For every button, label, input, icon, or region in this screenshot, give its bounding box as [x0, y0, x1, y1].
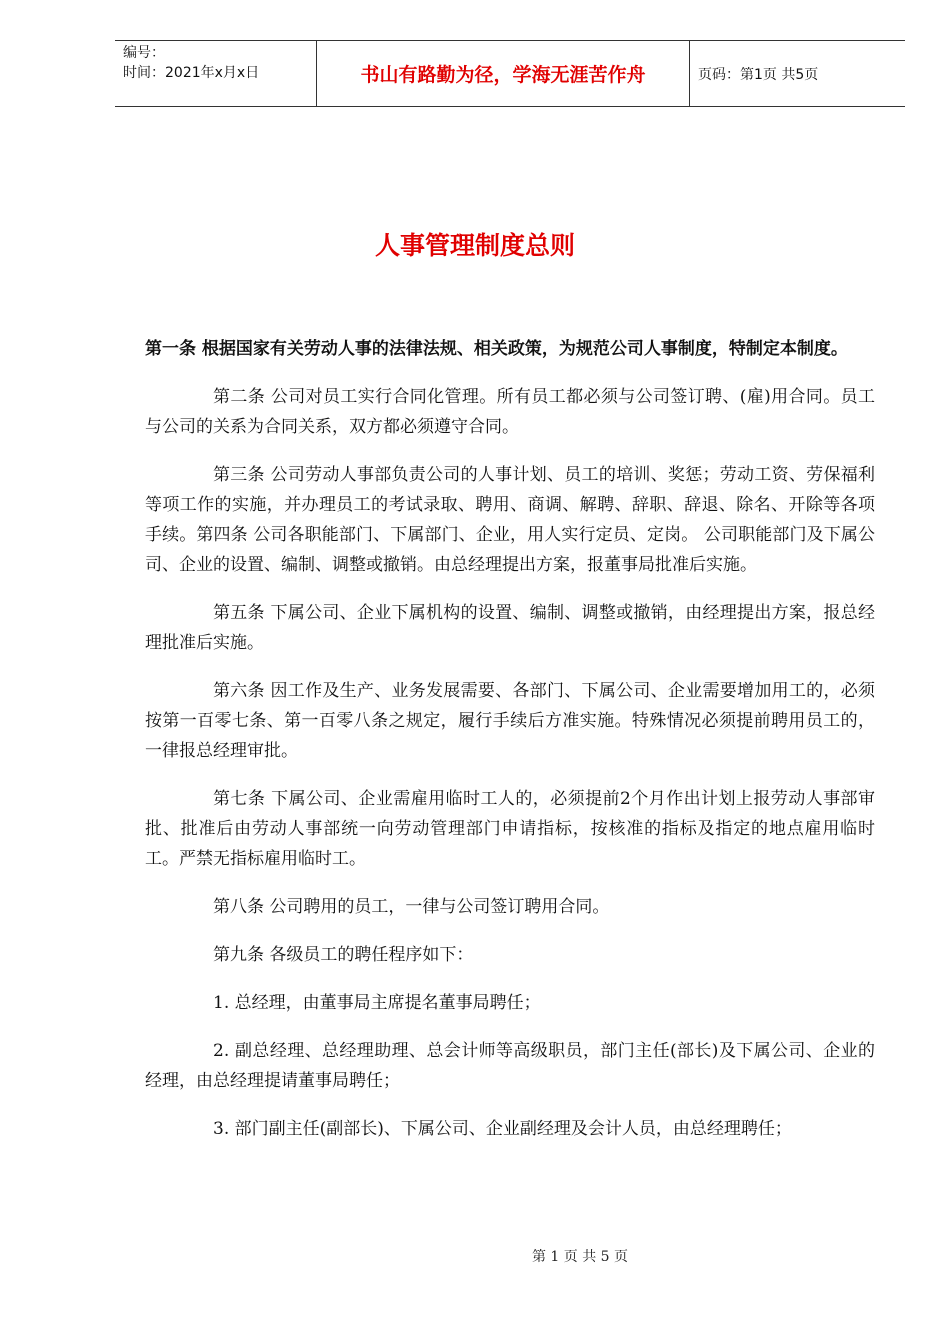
- article-1: 第一条 根据国家有关劳动人事的法律法规、相关政策，为规范公司人事制度，特制定本制度。: [145, 339, 848, 359]
- list-item-1: 1. 总经理，由董事局主席提名董事局聘任；: [213, 993, 541, 1013]
- document-header: [115, 40, 905, 107]
- article-7: 第七条 下属公司、企业需雇用临时工人的，必须提前2个月作出计划上报劳动人事部审批、批准后由劳动人事部统一向劳动管理部门申请指标，按核准的指标及指定的地点雇用临时工。严禁无指标雇用临时工。: [145, 789, 875, 869]
- article-5: 第五条 下属公司、企业下属机构的设置、编制、调整或撤销，由经理提出方案，报总经理批准后实施。: [145, 603, 875, 653]
- article-2: 第二条 公司对员工实行合同化管理。所有员工都必须与公司签订聘、(雇)用合同。员工与公司的关系为合同关系，双方都必须遵守合同。: [145, 387, 875, 437]
- article-3-4: 第三条 公司劳动人事部负责公司的人事计划、员工的培训、奖惩；劳动工资、劳保福利等项工作的实施，并办理员工的考试录取、聘用、商调、解聘、辞职、辞退、除名、开除等各项手续。第四条 公司各职能部门、下属部门、企业，用人实行定员、定岗。 公司职能部门及下属公司、企业的设置、编制、调整或撤销。由总经理提出方案，报董事局批准后实施。: [145, 465, 875, 575]
- number-label: 编号：: [123, 45, 165, 61]
- header-page-info: 页码：第1页 共5页: [698, 66, 819, 83]
- list-item-2: 2. 副总经理、总经理助理、总会计师等高级职员，部门主任(部长)及下属公司、企业的经理，由总经理提请董事局聘任；: [145, 1041, 875, 1091]
- article-8: 第八条 公司聘用的员工，一律与公司签订聘用合同。: [213, 897, 610, 917]
- header-meta-cell: [115, 41, 317, 106]
- page-footer: 第 1 页 共 5 页: [531, 1249, 629, 1265]
- document-title: 人事管理制度总则: [374, 231, 575, 260]
- header-motto: 书山有路勤为径，学海无涯苦作舟: [317, 41, 690, 106]
- article-9: 第九条 各级员工的聘任程序如下：: [213, 945, 474, 965]
- time-label: 时间：2021年x月x日: [123, 65, 260, 81]
- article-6: 第六条 因工作及生产、业务发展需要、各部门、下属公司、企业需要增加用工的，必须按第一百零七条、第一百零八条之规定，履行手续后方准实施。特殊情况必须提前聘用员工的，一律报总经理审批。: [145, 681, 875, 761]
- document-body: [145, 334, 875, 1162]
- list-item-3: 3. 部门副主任(副部长)、下属公司、企业副经理及会计人员，由总经理聘任；: [213, 1119, 792, 1139]
